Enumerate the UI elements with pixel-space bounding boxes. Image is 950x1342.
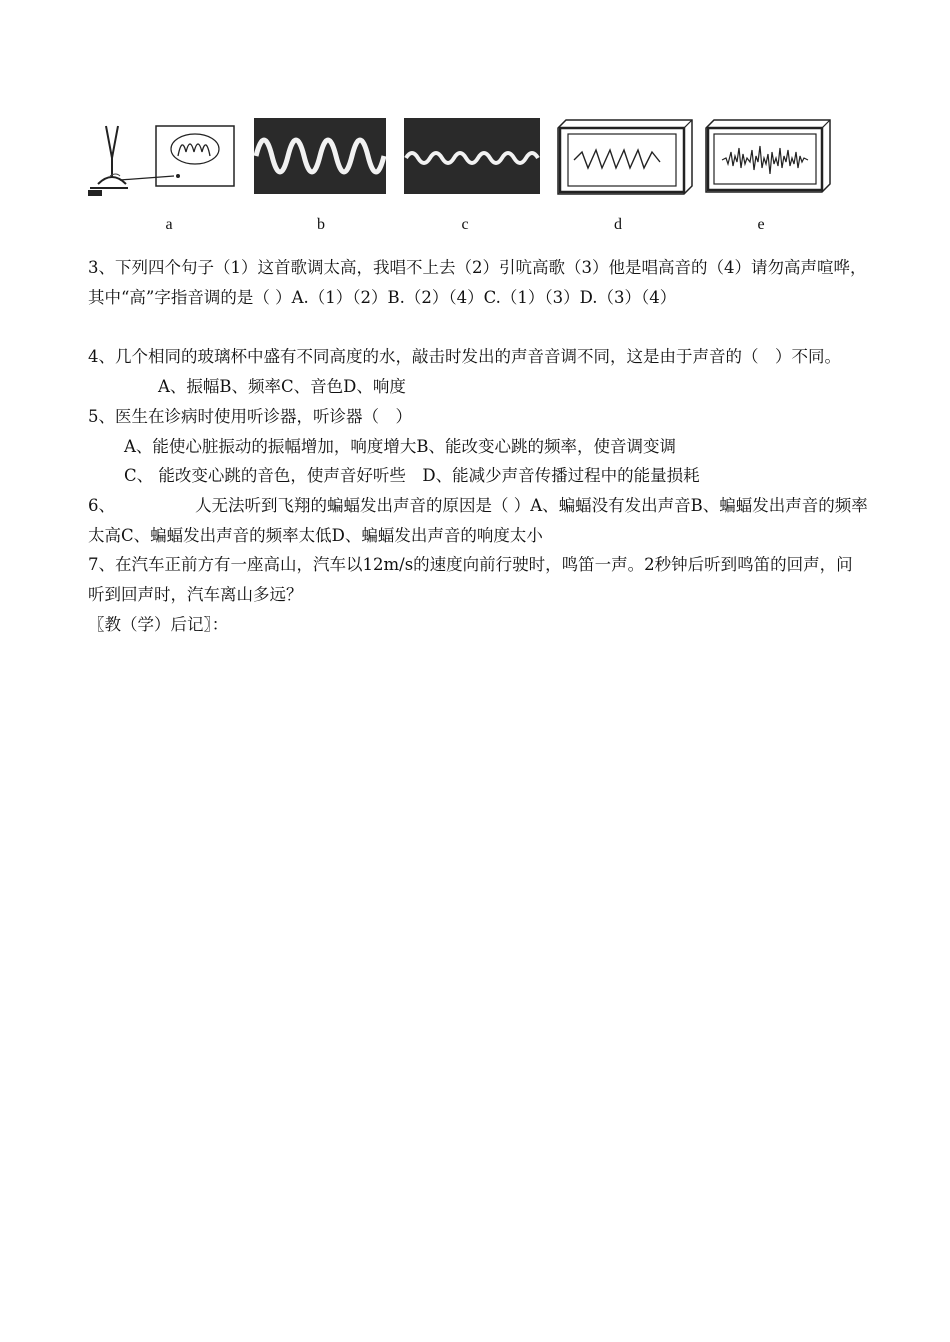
question-6-text: 人无法听到飞翔的蝙蝠发出声音的原因是（ ）A、蝙蝠没有发出声音B、蝙蝠发出声音的频率太高C、蝙蝠发出声音的频率太低D、蝙蝠发出声音的响度太小 bbox=[88, 496, 868, 545]
figure-e-oscilloscope-noise bbox=[704, 118, 832, 194]
question-5-options-line-1: A、能使心脏振动的振幅增加，响度增大B、能改变心跳的频率，使音调变调 bbox=[124, 437, 677, 456]
figure-label-d: d bbox=[614, 216, 622, 233]
question-4-options: A、振幅B、频率C、音色D、响度 bbox=[158, 376, 406, 396]
teaching-postscript: 〖教（学）后记〗： bbox=[88, 615, 229, 634]
figure-label-e: e bbox=[757, 216, 765, 233]
question-7: 7、在汽车正前方有一座高山，汽车以12m/s的速度向前行驶时，鸣笛一声。2秒钟后听到鸣笛的回声，问听到回声时，汽车离山多远？ bbox=[88, 555, 853, 604]
question-6 bbox=[88, 491, 868, 550]
figure-d-oscilloscope-zigzag bbox=[556, 118, 694, 196]
figure-label-c: c bbox=[461, 216, 469, 233]
question-6-number: 6、 bbox=[88, 496, 115, 515]
figure-label-b: b bbox=[317, 216, 325, 233]
question-5: 5、医生在诊病时使用听诊器，听诊器（ ） bbox=[88, 407, 412, 426]
question-4-stem: 4、几个相同的玻璃杯中盛有不同高度的水，敲击时发出的声音音调不同，这是由于声音的（ ）不同。 bbox=[88, 347, 841, 366]
figure-b-waveform-large-amplitude bbox=[254, 118, 386, 194]
question-4 bbox=[88, 342, 868, 401]
question-3: 3、下列四个句子（1）这首歌调太高，我唱不上去（2）引吭高歌（3）他是唱高音的（4）请勿高声喧哗，其中“高”字指音调的是（ ）A.（1）（2）B.（2）（4）C.（1）（3）D.（3）（4） bbox=[88, 258, 867, 307]
question-5-options-line-2: C、 能改变心跳的音色，使声音好听些 D、能减少声音传播过程中的能量损耗 bbox=[124, 466, 700, 485]
figure-a-tuning-fork-oscilloscope bbox=[86, 118, 238, 200]
figure-label-a: a bbox=[165, 216, 173, 233]
figure-c-waveform-small-amplitude bbox=[404, 118, 540, 194]
